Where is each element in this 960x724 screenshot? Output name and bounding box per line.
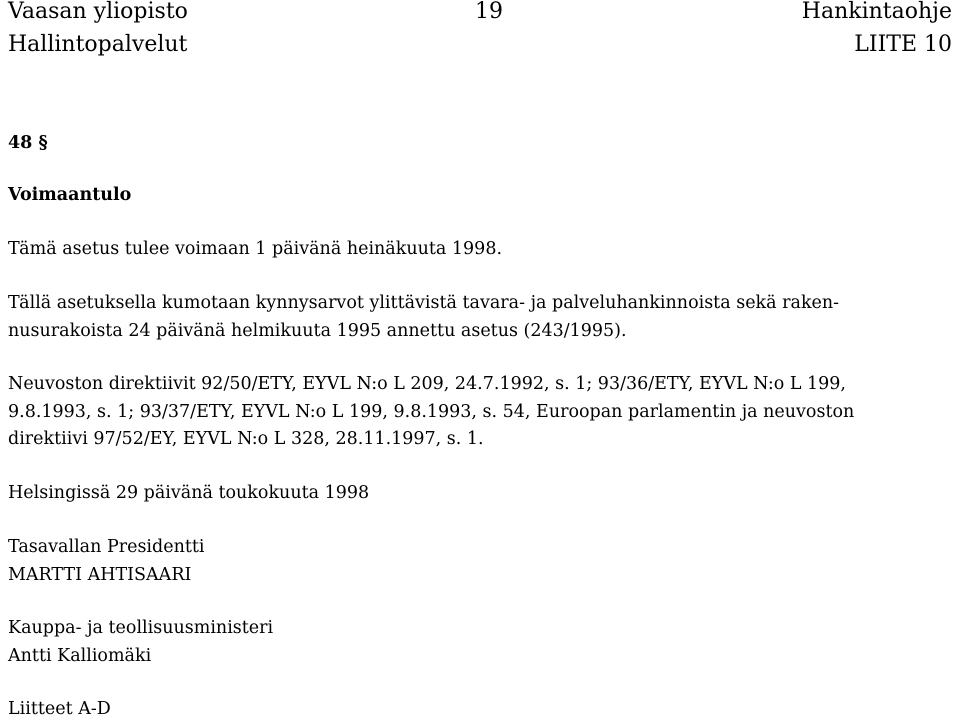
paragraph-line: Tämä asetus tulee voimaan 1 päivänä heinäkuuta 1998.	[8, 239, 503, 259]
paragraph-line: direktiivi 97/52/EY, EYVL N:o L 328, 28.11.1997, s. 1.	[8, 429, 484, 449]
paragraph-line: nusurakoista 24 päivänä helmikuuta 1995 annettu asetus (243/1995).	[8, 320, 627, 341]
page-header-bottom	[8, 31, 952, 59]
signatory-title: Kauppa- ja teollisuusministeri	[8, 618, 274, 638]
section-title: Voimaantulo	[8, 185, 132, 205]
signatory-title: Tasavallan Presidentti	[8, 537, 205, 557]
section-number: 48 §	[8, 133, 48, 153]
page-header-top	[8, 0, 952, 26]
paragraph-line: Liitteet A-D	[8, 699, 111, 719]
paragraph-line: 9.8.1993, s. 1; 93/37/ETY, EYVL N:o L 199, 9.8.1993, s. 54, Euroopan parlamentin ja neuvoston	[8, 401, 855, 422]
paragraph-line: Neuvoston direktiivit 92/50/ETY, EYVL N:o L 209, 24.7.1992, s. 1; 93/36/ETY, EYVL N:o L 199,	[8, 374, 846, 394]
signatory-name: Antti Kalliomäki	[8, 645, 152, 666]
signature-minister	[8, 615, 952, 670]
department-name: Hallintopalvelut	[8, 32, 188, 57]
signature-president	[8, 534, 952, 589]
signatory-name: MARTTI AHTISAARI	[8, 564, 192, 585]
paragraph-line: Helsingissä 29 päivänä toukokuuta 1998	[8, 483, 370, 503]
paragraph-directives	[8, 371, 952, 454]
page-number: 19	[475, 0, 503, 24]
document-title: Hankintaohje	[801, 0, 952, 24]
university-name: Vaasan yliopisto	[8, 0, 188, 24]
paragraph-place-date	[8, 480, 952, 508]
appendix-label: LIITE 10	[854, 32, 952, 57]
paragraph-entry-into-force	[8, 236, 952, 264]
paragraph-line: Tällä asetuksella kumotaan kynnysarvot ylittävistä tavara- ja palveluhankinnoista sekä raken-	[8, 293, 840, 313]
paragraph-repeal	[8, 290, 952, 345]
attachments-note	[8, 696, 952, 724]
